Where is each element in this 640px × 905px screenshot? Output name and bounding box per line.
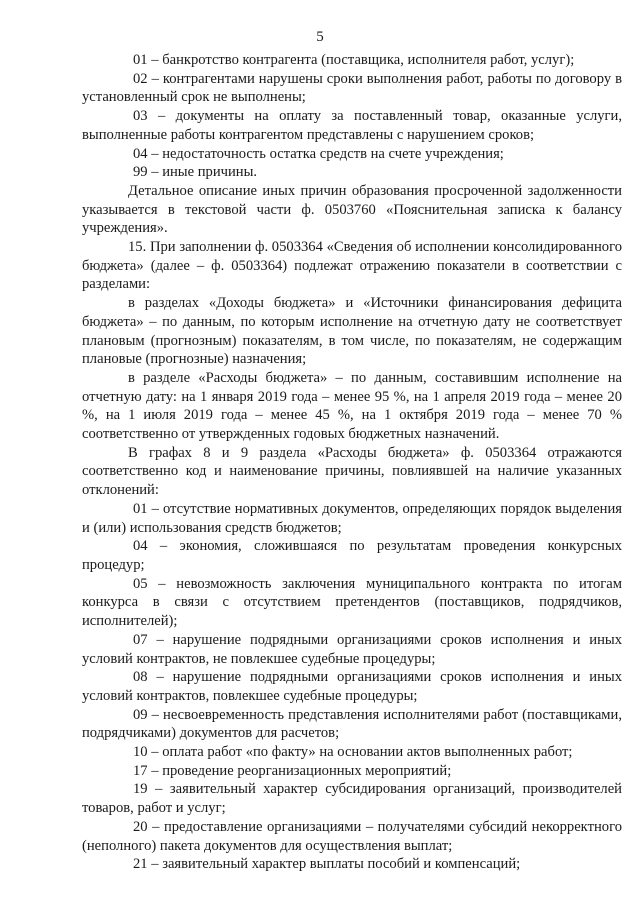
list-item-code-01-bankruptcy: 01 – банкротство контрагента (поставщика, исполнителя работ, услуг); — [133, 52, 575, 68]
paragraph-expenditure-section: в разделе «Расходы бюджета» – по данным, составившим исполнение на отчетную дату: на 1 января 2019 года – менее 95 %, на 1 апреля 2019 года – менее 20 %, на 1 июля 2019 года – менее 45 %, на 1 октября 2019 года – менее 70 % соответственно от утвержденных годовых бюджетных назначений. — [82, 369, 622, 443]
paragraph-columns-8-9: В графах 8 и 9 раздела «Расходы бюджета» ф. 0503364 отражаются соответственно код и наименование причины, повлиявшей на наличие указанных отклонений: — [82, 444, 622, 499]
paragraph-revenue-sections: в разделах «Доходы бюджета» и «Источники финансирования дефицита бюджета» – по данным, по которым исполнение на отчетную дату не соответствует плановым (прогнозным) показателям, в том числе, по показателям, не содержащим плановые (прогнозные) назначения; — [82, 295, 622, 368]
list-item-reason-05: 05 – невозможность заключения муниципального контракта по итогам конкурса в связи с отсутствием претендентов (поставщиков, подрядчиков, исполнителей); — [82, 575, 622, 630]
body-text — [82, 51, 622, 874]
list-item-reason-01: 01 – отсутствие нормативных документов, определяющих порядок выделения и (или) использования средств бюджетов; — [82, 500, 622, 536]
list-item-reason-19: 19 – заявительный характер субсидирования организаций, производителей товаров, работ и услуг; — [82, 781, 622, 817]
list-item-reason-10: 10 – оплата работ «по факту» на основании актов выполненных работ; — [133, 744, 573, 761]
list-item-reason-07: 07 – нарушение подрядными организациями сроков исполнения и иных условий контрактов, не повлекшее судебные процедуры; — [82, 631, 622, 667]
paragraph-section-15: 15. При заполнении ф. 0503364 «Сведения об исполнении консолидированного бюджета» (далее – ф. 0503364) подлежат отражению показатели в соответствии с разделами: — [82, 239, 622, 293]
list-item-reason-04: 04 – экономия, сложившаяся по результатам проведения конкурсных процедур; — [82, 538, 622, 573]
paragraph-other-reasons-description: Детальное описание иных причин образования просроченной задолженности указывается в текстовой части ф. 0503760 «Пояснительная записка к балансу учреждения». — [82, 182, 622, 237]
list-item-reason-09: 09 – несвоевременность представления исполнителями работ (поставщиками, подрядчиками) документов для расчетов; — [82, 706, 622, 742]
list-item-code-03-documents-late: 03 – документы на оплату за поставленный товар, оказанные услуги, выполненные работы контрагентом представлены с нарушением сроков; — [82, 108, 622, 143]
list-item-code-04-insufficient-funds: 04 – недостаточность остатка средств на счете учреждения; — [133, 145, 504, 162]
list-item-reason-20: 20 – предоставление организациями – получателями субсидий некорректного (неполного) пакета документов для осуществления выплат; — [82, 818, 622, 854]
page-number: 5 — [316, 29, 324, 45]
list-item-reason-21: 21 – заявительный характер выплаты пособий и компенсаций; — [133, 856, 521, 873]
list-item-code-02-deadlines-violated: 02 – контрагентами нарушены сроки выполнения работ, работы по договору в установленный срок не выполнены; — [82, 70, 622, 106]
list-item-reason-17: 17 – проведение реорганизационных мероприятий; — [133, 762, 452, 779]
list-item-code-99-other: 99 – иные причины. — [133, 164, 258, 181]
list-item-reason-08: 08 – нарушение подрядными организациями сроков исполнения и иных условий контрактов, повлекшее судебные процедуры; — [82, 669, 622, 704]
